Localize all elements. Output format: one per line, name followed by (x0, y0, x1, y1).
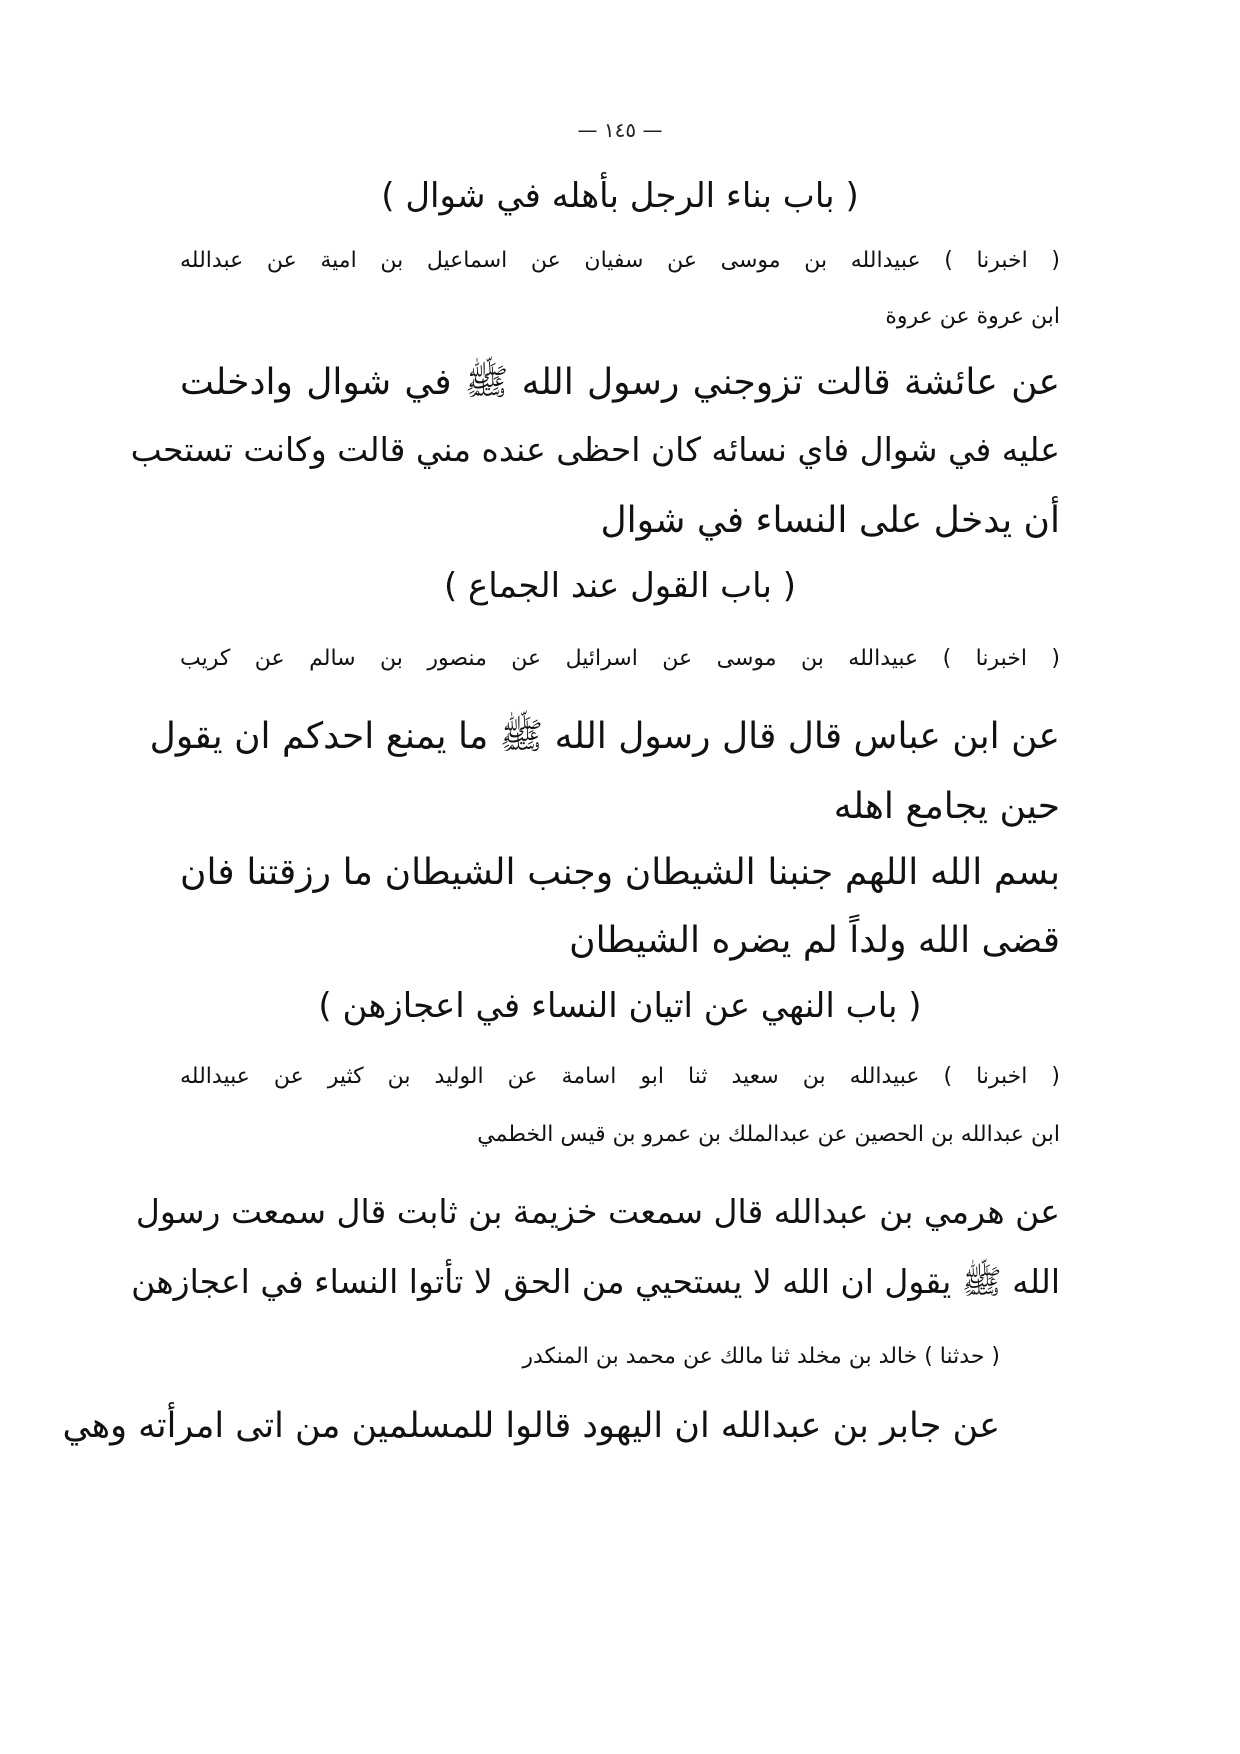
chapter-heading: ( باب النهي عن اتيان النساء في اعجازهن ) (318, 986, 922, 1026)
hadith-text-line: بسم الله اللهم جنبنا الشيطان وجنب الشيطان ما رزقتنا فان (180, 852, 1060, 893)
hadith-text-line: قضى الله ولداً لم يضره الشيطان (569, 920, 1060, 961)
hadith-text-line: حين يجامع اهله (833, 786, 1060, 827)
isnad-line: ( اخبرنا ) عبيدالله بن سعيد ثنا ابو اسامة عن الوليد بن كثير عن عبيدالله (180, 1064, 1060, 1089)
chapter-heading: ( باب بناء الرجل بأهله في شوال ) (381, 176, 859, 216)
isnad-line: ( اخبرنا ) عبيدالله بن موسى عن اسرائيل عن منصور بن سالم عن كريب (180, 646, 1060, 671)
isnad-line: ابن عروة عن عروة (885, 304, 1060, 329)
isnad-line: ابن عبدالله بن الحصين عن عبدالملك بن عمرو بن قيس الخطمي (477, 1122, 1060, 1147)
page-number: — ١٤٥ — (577, 118, 663, 142)
isnad-line: ( حدثنا ) خالد بن مخلد ثنا مالك عن محمد بن المنكدر (522, 1344, 1000, 1369)
hadith-text-line: الله ﷺ يقول ان الله لا يستحيي من الحق لا تأتوا النساء في اعجازهن (131, 1262, 1060, 1301)
hadith-text-line: عليه في شوال فاي نسائه كان احظى عنده مني قالت وكانت تستحب (130, 430, 1060, 469)
hadith-text-line: عن ابن عباس قال قال رسول الله ﷺ ما يمنع احدكم ان يقول (149, 716, 1060, 757)
chapter-heading: ( باب القول عند الجماع ) (443, 566, 797, 606)
hadith-text-line: عن عائشة قالت تزوجني رسول الله ﷺ في شوال وادخلت (180, 362, 1060, 403)
isnad-line: ( اخبرنا ) عبيدالله بن موسى عن سفيان عن اسماعيل بن امية عن عبدالله (180, 248, 1060, 273)
hadith-text-line: عن جابر بن عبدالله ان اليهود قالوا للمسلمين من اتى امرأته وهي (62, 1406, 1000, 1446)
hadith-text-line: عن هرمي بن عبدالله قال سمعت خزيمة بن ثابت قال سمعت رسول (135, 1192, 1060, 1231)
hadith-text-line: أن يدخل على النساء في شوال (600, 500, 1060, 541)
